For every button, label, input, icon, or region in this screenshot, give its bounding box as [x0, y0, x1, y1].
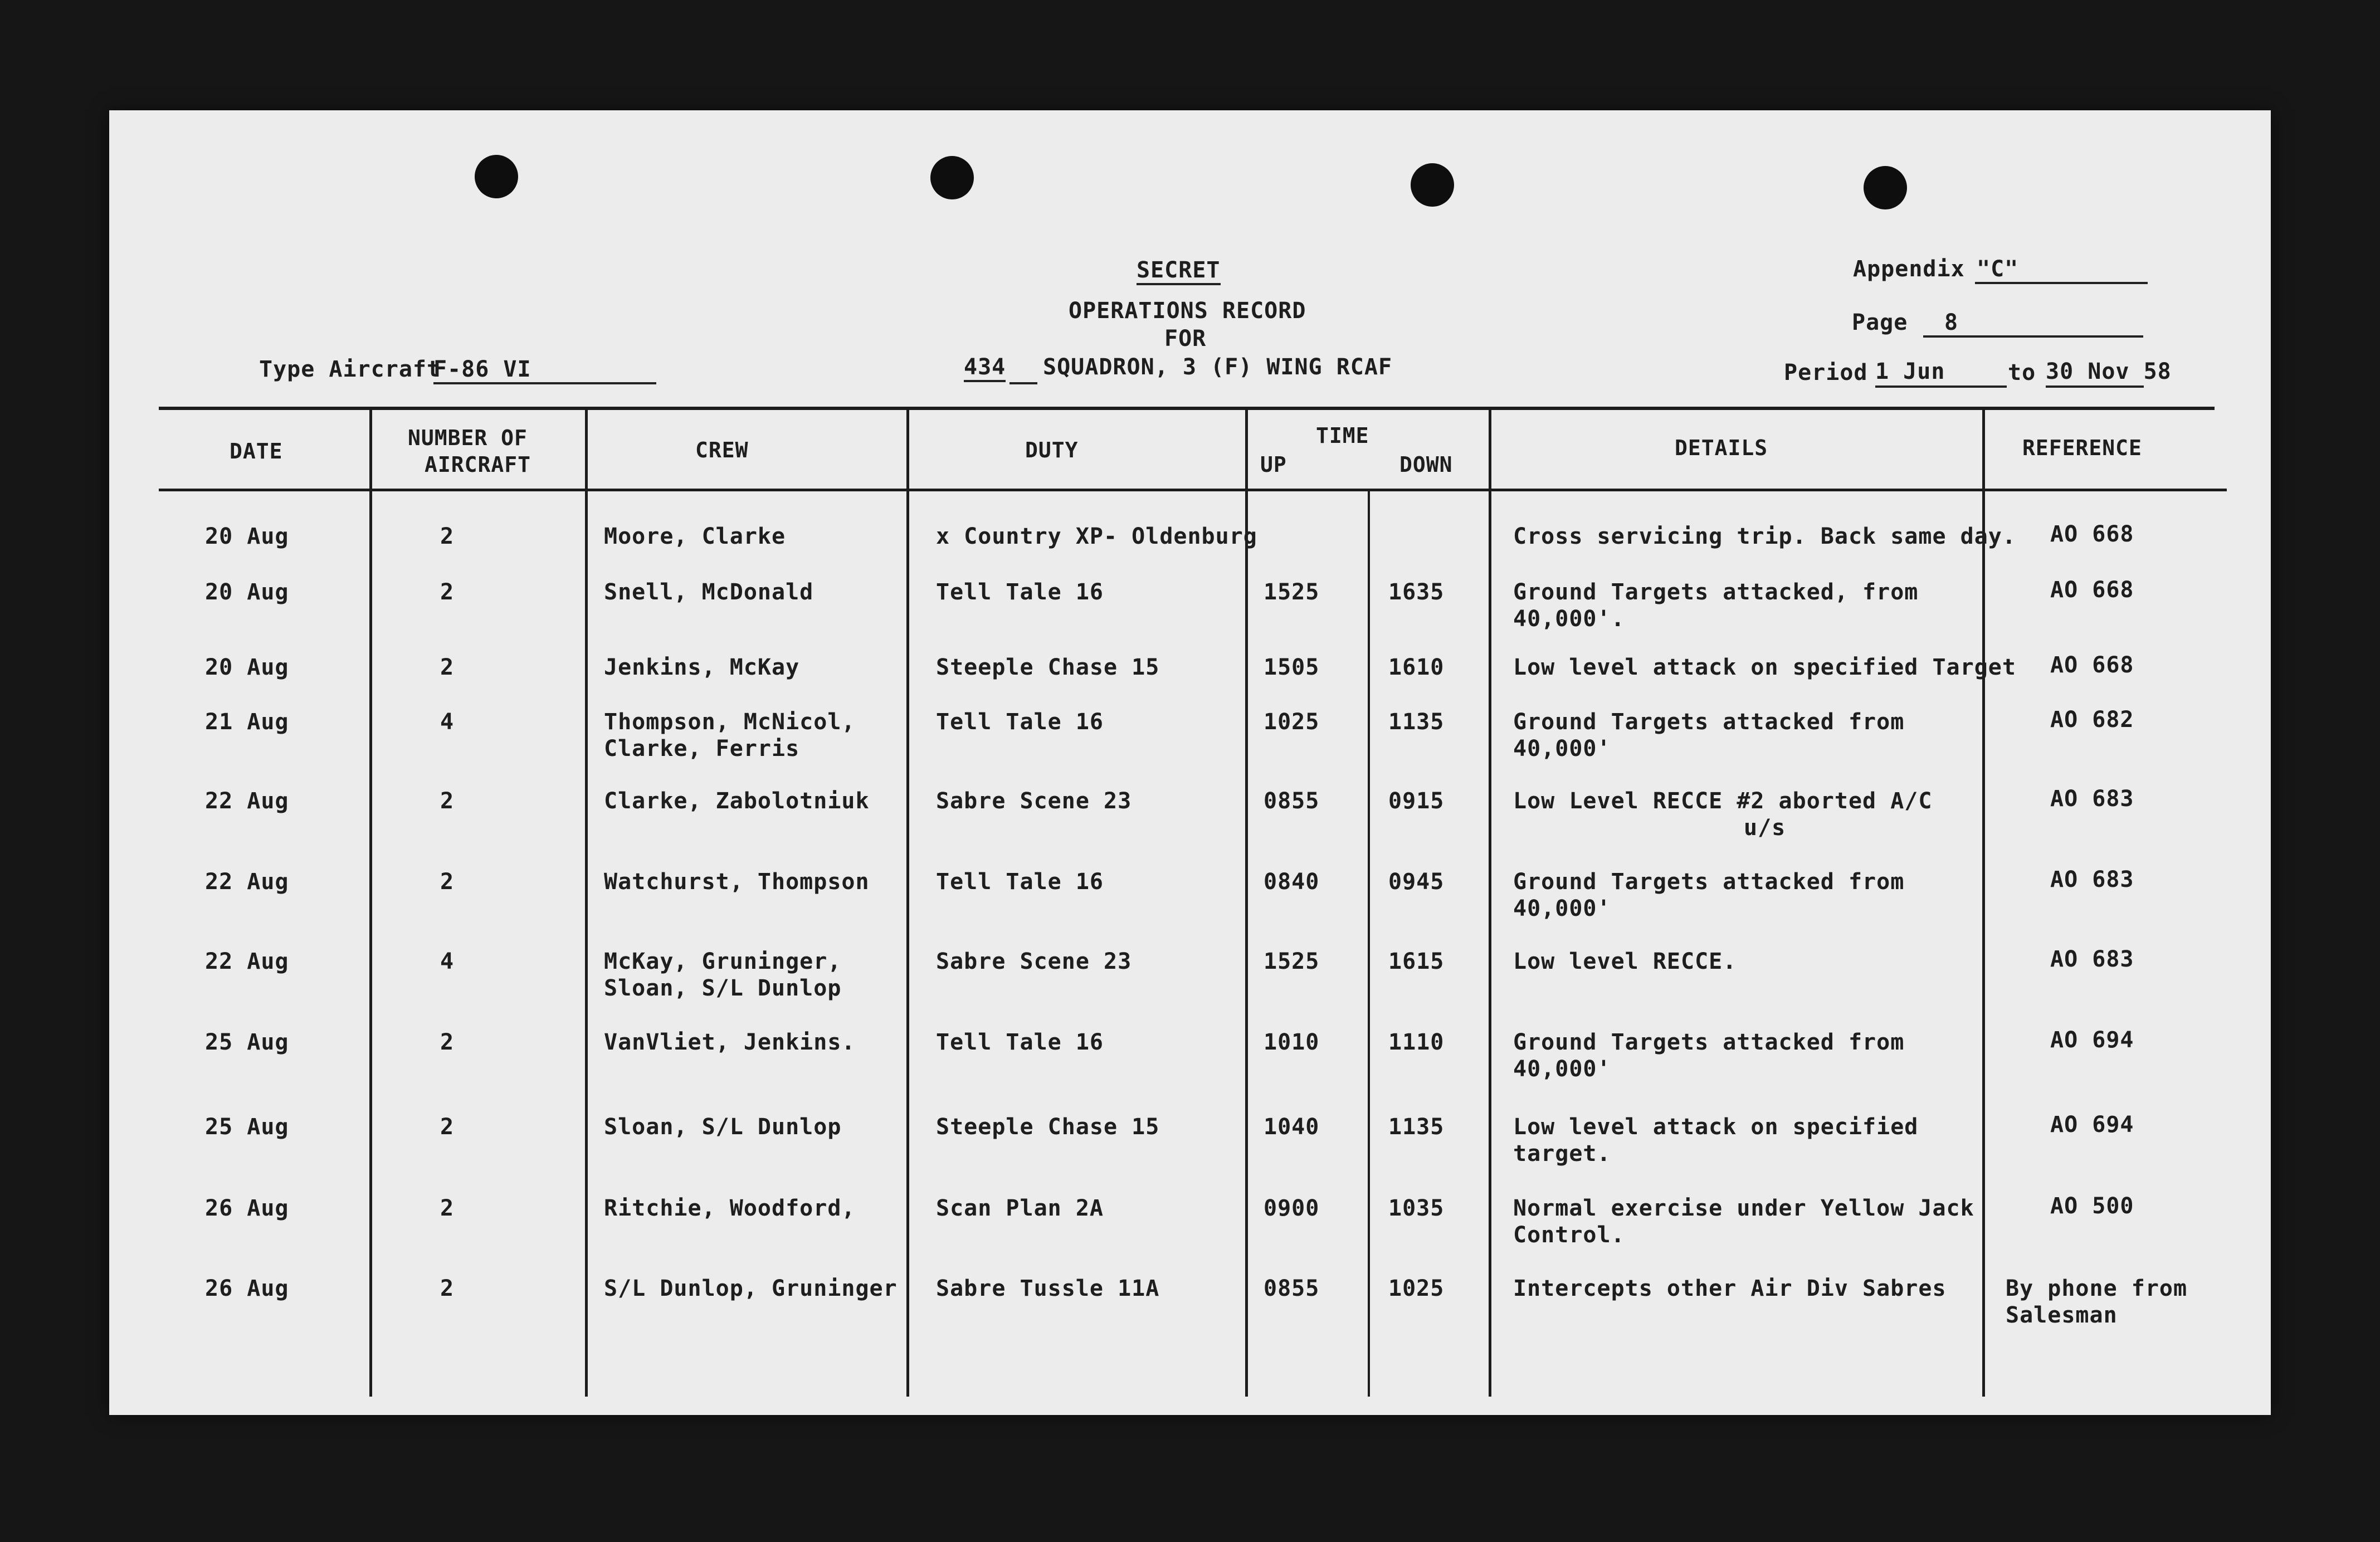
cell-aircraft-count: 2 [440, 1195, 455, 1221]
cell-time-up: 1505 [1264, 655, 1320, 680]
cell-time-down: 1635 [1388, 579, 1445, 605]
cell-details-cont: u/s [1744, 815, 1786, 841]
cell-details: Low level attack on specified Target [1513, 655, 2016, 680]
cell-aircraft-count: 4 [440, 949, 455, 974]
cell-time-up: 0855 [1264, 1276, 1320, 1301]
cell-reference-cont: AO 682 [2050, 707, 2134, 733]
page-label: Page [1852, 310, 1908, 335]
col-duty: DUTY [1025, 438, 1079, 462]
col-number-line2: AIRCRAFT [425, 452, 531, 477]
cell-time-up: 0900 [1264, 1195, 1320, 1221]
cell-details-cont: 40,000' [1513, 736, 1611, 762]
cell-details: Low Level RECCE #2 aborted A/C [1513, 788, 1933, 814]
col-number-line1: NUMBER OF [408, 426, 528, 450]
cell-date: 22 Aug [205, 949, 289, 974]
cell-crew: Ritchie, Woodford, [604, 1195, 856, 1221]
column-divider [1489, 408, 1491, 1397]
cell-details: Normal exercise under Yellow Jack [1513, 1195, 1974, 1221]
cell-time-up: 1010 [1264, 1029, 1320, 1055]
cell-crew: Watchurst, Thompson [604, 869, 870, 895]
cell-time-down: 0915 [1388, 788, 1445, 814]
cell-time-up: 1525 [1264, 949, 1320, 974]
type-aircraft-value: F-86 VI [433, 357, 531, 382]
cell-duty: Sabre Scene 23 [936, 788, 1132, 814]
cell-reference-cont: AO 668 [2050, 577, 2134, 603]
cell-duty: Tell Tale 16 [936, 869, 1104, 895]
cell-reference: By phone from [2006, 1276, 2188, 1301]
cell-time-down: 1135 [1388, 1114, 1445, 1140]
cell-time-up: 0855 [1264, 788, 1320, 814]
cell-details: Intercepts other Air Div Sabres [1513, 1276, 1947, 1301]
cell-details-cont: Control. [1513, 1222, 1625, 1248]
cell-details-cont: 40,000' [1513, 896, 1611, 921]
cell-aircraft-count: 2 [440, 524, 455, 549]
cell-time-down: 1610 [1388, 655, 1445, 680]
cell-date: 26 Aug [205, 1195, 289, 1221]
cell-crew: Thompson, McNicol, [604, 709, 856, 735]
cell-time-up: 1040 [1264, 1114, 1320, 1140]
cell-duty: Sabre Tussle 11A [936, 1276, 1160, 1301]
cell-crew: McKay, Gruninger, [604, 949, 842, 974]
cell-crew: Jenkins, McKay [604, 655, 800, 680]
cell-date: 20 Aug [205, 579, 289, 605]
appendix-value: "C" [1977, 256, 2019, 282]
col-reference: REFERENCE [2022, 436, 2142, 460]
cell-time-down: 0945 [1388, 869, 1445, 895]
period-to: 30 Nov 58 [2046, 359, 2172, 384]
cell-reference-cont: AO 694 [2050, 1027, 2134, 1053]
cell-details: Cross servicing trip. Back same day. [1513, 524, 2016, 549]
cell-crew: VanVliet, Jenkins. [604, 1029, 856, 1055]
cell-time-down: 1615 [1388, 949, 1445, 974]
col-time: TIME [1316, 423, 1369, 448]
period-to-label: to [2008, 360, 2036, 386]
appendix-label: Appendix [1853, 256, 1965, 282]
cell-aircraft-count: 2 [440, 1029, 455, 1055]
cell-duty: Steeple Chase 15 [936, 1114, 1160, 1140]
period-label: Period [1784, 360, 1868, 386]
cell-details-cont: target. [1513, 1141, 1611, 1167]
cell-reference-cont: AO 500 [2050, 1193, 2134, 1219]
column-divider [1368, 490, 1370, 1397]
cell-date: 22 Aug [205, 788, 289, 814]
cell-date: 22 Aug [205, 869, 289, 895]
table-header-rule [159, 489, 2227, 491]
cell-date: 20 Aug [205, 524, 289, 549]
cell-crew-cont: Clarke, Ferris [604, 736, 800, 762]
column-divider [1982, 408, 1985, 1397]
cell-date: 25 Aug [205, 1114, 289, 1140]
cell-crew: Clarke, Zabolotniuk [604, 788, 870, 814]
cell-reference-cont: AO 683 [2050, 786, 2134, 812]
cell-crew: S/L Dunlop, Gruninger [604, 1276, 898, 1301]
cell-reference-cont: AO 668 [2050, 521, 2134, 547]
cell-duty: Tell Tale 16 [936, 1029, 1104, 1055]
col-down: DOWN [1399, 452, 1453, 477]
cell-time-down: 1135 [1388, 709, 1445, 735]
cell-time-up: 1525 [1264, 579, 1320, 605]
squadron-text: SQUADRON, 3 (F) WING RCAF [1043, 354, 1393, 380]
cell-details: Ground Targets attacked from [1513, 869, 1905, 895]
cell-reference-cont: AO 694 [2050, 1112, 2134, 1138]
squadron-number: 434 [964, 354, 1006, 382]
period-from: 1 Jun [1875, 359, 1945, 384]
col-details: DETAILS [1675, 436, 1768, 460]
col-date: DATE [230, 439, 283, 463]
cell-aircraft-count: 4 [440, 709, 455, 735]
cell-time-down: 1025 [1388, 1276, 1445, 1301]
cell-crew: Snell, McDonald [604, 579, 814, 605]
cell-details-cont: 40,000'. [1513, 606, 1625, 632]
cell-time-down: 1035 [1388, 1195, 1445, 1221]
col-up: UP [1260, 452, 1287, 477]
cell-reference-cont: AO 683 [2050, 867, 2134, 892]
cell-aircraft-count: 2 [440, 1276, 455, 1301]
cell-duty: Sabre Scene 23 [936, 949, 1132, 974]
cell-details: Low level attack on specified [1513, 1114, 1919, 1140]
page-value: 8 [1944, 310, 1959, 335]
cell-crew: Moore, Clarke [604, 524, 786, 549]
cell-duty: Steeple Chase 15 [936, 655, 1160, 680]
col-crew: CREW [695, 438, 749, 462]
table-top-rule [159, 407, 2215, 410]
column-divider [906, 408, 909, 1397]
cell-aircraft-count: 2 [440, 655, 455, 680]
cell-reference-cont: AO 668 [2050, 652, 2134, 678]
cell-date: 25 Aug [205, 1029, 289, 1055]
punch-hole [1411, 163, 1454, 207]
cell-details: Ground Targets attacked, from [1513, 579, 1919, 605]
cell-crew-cont: Sloan, S/L Dunlop [604, 975, 842, 1001]
title-line1: OPERATIONS RECORD [1069, 298, 1306, 324]
column-divider [1245, 408, 1248, 1397]
cell-crew: Sloan, S/L Dunlop [604, 1114, 842, 1140]
cell-reference-cont: AO 683 [2050, 946, 2134, 972]
punch-hole [1864, 166, 1907, 209]
cell-date: 21 Aug [205, 709, 289, 735]
cell-details: Low level RECCE. [1513, 949, 1737, 974]
cell-time-up: 1025 [1264, 709, 1320, 735]
cell-date: 20 Aug [205, 655, 289, 680]
cell-aircraft-count: 2 [440, 1114, 455, 1140]
title-line2: FOR [1164, 326, 1207, 352]
cell-details: Ground Targets attacked from [1513, 709, 1905, 735]
cell-date: 26 Aug [205, 1276, 289, 1301]
cell-duty: x Country XP- Oldenburg [936, 524, 1257, 549]
cell-details-cont: 40,000' [1513, 1056, 1611, 1082]
cell-aircraft-count: 2 [440, 869, 455, 895]
cell-duty: Tell Tale 16 [936, 709, 1104, 735]
column-divider [585, 408, 588, 1397]
cell-time-down: 1110 [1388, 1029, 1445, 1055]
punch-hole [475, 155, 518, 198]
type-aircraft-label: Type Aircraft [259, 357, 441, 382]
cell-time-up: 0840 [1264, 869, 1320, 895]
column-divider [369, 408, 372, 1397]
classification: SECRET [1137, 257, 1221, 285]
punch-hole [930, 156, 974, 199]
cell-duty: Tell Tale 16 [936, 579, 1104, 605]
cell-duty: Scan Plan 2A [936, 1195, 1104, 1221]
cell-aircraft-count: 2 [440, 788, 455, 814]
cell-details: Ground Targets attacked from [1513, 1029, 1905, 1055]
cell-reference-cont: Salesman [2006, 1302, 2118, 1328]
cell-aircraft-count: 2 [440, 579, 455, 605]
